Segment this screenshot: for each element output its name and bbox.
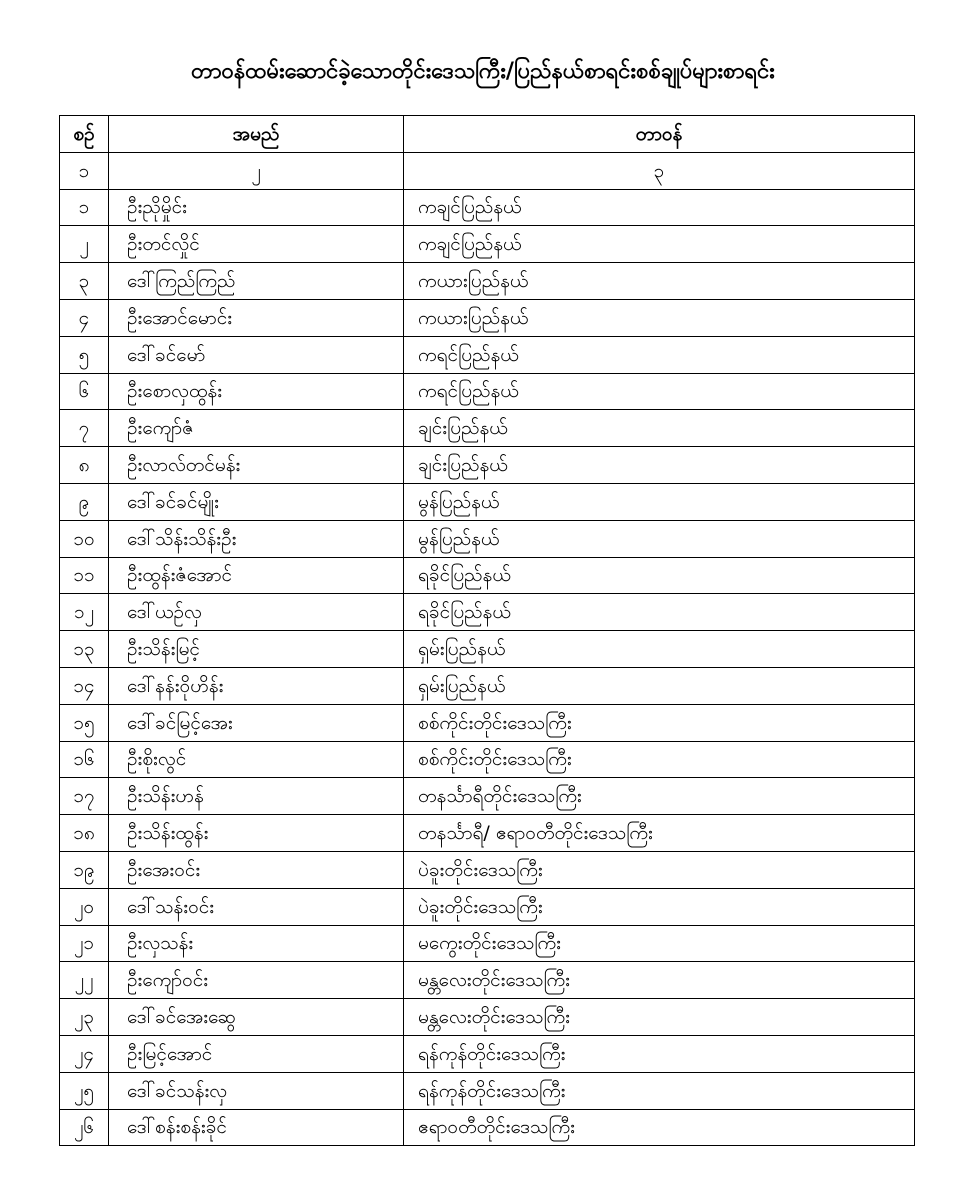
name-cell: ဒေါ်ခင်အေးဆွေ <box>109 999 404 1036</box>
name-cell: ဦးကျော်ဝင်း <box>109 962 404 999</box>
table-row <box>60 815 915 852</box>
auditor-general-table <box>59 115 915 1146</box>
serial-cell: ၂ <box>60 226 109 263</box>
table-row <box>60 1072 915 1109</box>
table-row <box>60 373 915 410</box>
header-name: အမည် <box>109 116 404 153</box>
table-row <box>60 189 915 226</box>
name-cell: ဦးလှသန်း <box>109 925 404 962</box>
name-cell: ဦးအောင်မောင်း <box>109 299 404 336</box>
name-cell: ဦးစောလှထွန်း <box>109 373 404 410</box>
table-row <box>60 594 915 631</box>
serial-cell: ၁၂ <box>60 594 109 631</box>
duty-cell: စစ်ကိုင်းတိုင်းဒေသကြီး <box>404 741 915 778</box>
duty-cell: ရှမ်းပြည်နယ် <box>404 631 915 668</box>
table-row <box>60 741 915 778</box>
name-cell: ဦးမြင့်အောင် <box>109 1035 404 1072</box>
duty-cell: ကရင်ပြည်နယ် <box>404 336 915 373</box>
serial-cell: ၂၅ <box>60 1072 109 1109</box>
serial-cell: ၇ <box>60 410 109 447</box>
duty-cell: မကွေးတိုင်းဒေသကြီး <box>404 925 915 962</box>
serial-cell: ၂၁ <box>60 925 109 962</box>
header-duty: တာဝန် <box>404 116 915 153</box>
duty-cell: တနင်္သာရီ/ ဧရာဝတီတိုင်းဒေသကြီး <box>404 815 915 852</box>
name-cell: ဒေါ်ခင်သန်းလှ <box>109 1072 404 1109</box>
name-cell: ဦးသိန်းထွန်း <box>109 815 404 852</box>
serial-cell: ၁၆ <box>60 741 109 778</box>
table-row <box>60 851 915 888</box>
name-cell: ဦးညိုမှိုင်း <box>109 189 404 226</box>
serial-cell: ၁၉ <box>60 851 109 888</box>
name-cell: ဦးလာလ်တင်မန်း <box>109 447 404 484</box>
duty-cell: ကချင်ပြည်နယ် <box>404 226 915 263</box>
duty-cell: ဧရာဝတီတိုင်းဒေသကြီး <box>404 1109 915 1146</box>
table-row <box>60 888 915 925</box>
table-row <box>60 704 915 741</box>
duty-cell: ပဲခူးတိုင်းဒေသကြီး <box>404 888 915 925</box>
name-cell: ဦးသိန်းမြင့် <box>109 631 404 668</box>
duty-cell: ရှမ်းပြည်နယ် <box>404 667 915 704</box>
duty-cell: ကယားပြည်နယ် <box>404 263 915 300</box>
duty-cell: မွန်ပြည်နယ် <box>404 520 915 557</box>
serial-cell: ၁၄ <box>60 667 109 704</box>
duty-cell: ရန်ကုန်တိုင်းဒေသကြီး <box>404 1072 915 1109</box>
serial-cell: ၆ <box>60 373 109 410</box>
table-row <box>60 336 915 373</box>
name-cell: ဒေါ်ခင်ခင်မျိုး <box>109 483 404 520</box>
serial-cell: ၁၁ <box>60 557 109 594</box>
column-number: ၁ <box>60 152 109 189</box>
duty-cell: တနင်္သာရီတိုင်းဒေသကြီး <box>404 778 915 815</box>
name-cell: ဒေါ်စန်းစန်းခိုင် <box>109 1109 404 1146</box>
table-row <box>60 962 915 999</box>
serial-cell: ၅ <box>60 336 109 373</box>
table-row <box>60 483 915 520</box>
serial-cell: ၉ <box>60 483 109 520</box>
table-row <box>60 447 915 484</box>
duty-cell: ရန်ကုန်တိုင်းဒေသကြီး <box>404 1035 915 1072</box>
name-cell: ဒေါ်ခင်မော် <box>109 336 404 373</box>
serial-cell: ၂၆ <box>60 1109 109 1146</box>
header-row <box>60 116 915 153</box>
column-number-row <box>60 152 915 189</box>
name-cell: ဦးတင်လှိုင် <box>109 226 404 263</box>
serial-cell: ၂၃ <box>60 999 109 1036</box>
serial-cell: ၁၈ <box>60 815 109 852</box>
duty-cell: ချင်းပြည်နယ် <box>404 447 915 484</box>
document-title: တာဝန်ထမ်းဆောင်ခဲ့သောတိုင်းဒေသကြီး/ပြည်နယ်စာရင်းစစ်ချုပ်များစာရင်း <box>191 59 775 84</box>
serial-cell: ၃ <box>60 263 109 300</box>
serial-cell: ၈ <box>60 447 109 484</box>
name-cell: ဒေါ်ခင်မြင့်အေး <box>109 704 404 741</box>
duty-cell: ကယားပြည်နယ် <box>404 299 915 336</box>
duty-cell: ကရင်ပြည်နယ် <box>404 373 915 410</box>
table-row <box>60 557 915 594</box>
table-row <box>60 299 915 336</box>
duty-cell: စစ်ကိုင်းတိုင်းဒေသကြီး <box>404 704 915 741</box>
table-row <box>60 631 915 668</box>
name-cell: ဦးထွန်းဇံအောင် <box>109 557 404 594</box>
duty-cell: ပဲခူးတိုင်းဒေသကြီး <box>404 851 915 888</box>
table-row <box>60 778 915 815</box>
name-cell: ဒေါ်သိန်းသိန်းဦး <box>109 520 404 557</box>
name-cell: ဒေါ်နန်းဝိုဟိန်း <box>109 667 404 704</box>
serial-cell: ၂၄ <box>60 1035 109 1072</box>
serial-cell: ၁၇ <box>60 778 109 815</box>
name-cell: ဦးအေးဝင်း <box>109 851 404 888</box>
duty-cell: မွန်ပြည်နယ် <box>404 483 915 520</box>
serial-cell: ၁၀ <box>60 520 109 557</box>
table-row <box>60 999 915 1036</box>
table-row <box>60 263 915 300</box>
serial-cell: ၄ <box>60 299 109 336</box>
serial-cell: ၁၅ <box>60 704 109 741</box>
serial-cell: ၁ <box>60 189 109 226</box>
name-cell: ဦးသိန်းဟန် <box>109 778 404 815</box>
name-cell: ဦးစိုးလွင် <box>109 741 404 778</box>
duty-cell: ရခိုင်ပြည်နယ် <box>404 557 915 594</box>
table-row <box>60 410 915 447</box>
table-row <box>60 1109 915 1146</box>
duty-cell: ရခိုင်ပြည်နယ် <box>404 594 915 631</box>
name-cell: ဒေါ်ကြည်ကြည် <box>109 263 404 300</box>
column-number: ၃ <box>404 152 915 189</box>
serial-cell: ၂၂ <box>60 962 109 999</box>
name-cell: ဒေါ်ယဉ်လှ <box>109 594 404 631</box>
table-row <box>60 226 915 263</box>
duty-cell: မန္တလေးတိုင်းဒေသကြီး <box>404 999 915 1036</box>
table-row <box>60 1035 915 1072</box>
duty-cell: ချင်းပြည်နယ် <box>404 410 915 447</box>
duty-cell: ကချင်ပြည်နယ် <box>404 189 915 226</box>
table-row <box>60 667 915 704</box>
duty-cell: မန္တလေးတိုင်းဒေသကြီး <box>404 962 915 999</box>
name-cell: ဒေါ်သန်းဝင်း <box>109 888 404 925</box>
name-cell: ဦးကျော်ဇံ <box>109 410 404 447</box>
serial-cell: ၂၀ <box>60 888 109 925</box>
serial-cell: ၁၃ <box>60 631 109 668</box>
column-number: ၂ <box>109 152 404 189</box>
table-row <box>60 925 915 962</box>
table-row <box>60 520 915 557</box>
header-serial: စဉ် <box>60 116 109 153</box>
